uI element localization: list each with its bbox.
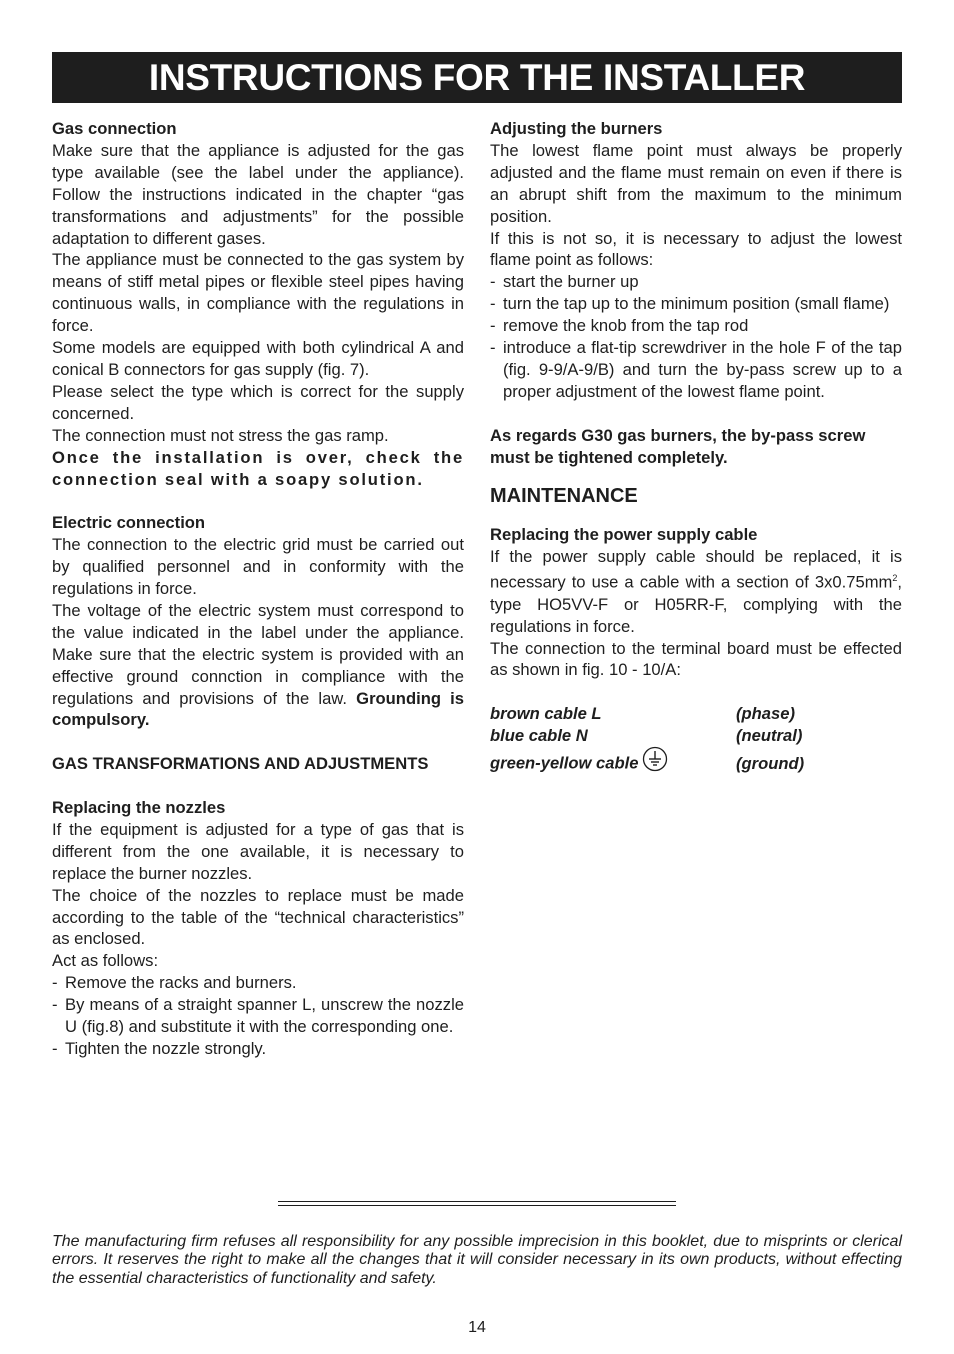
g30-note: As regards G30 gas burners, the by-pass screw must be tightened completely. <box>490 425 866 467</box>
cable-role: (phase) <box>736 704 796 724</box>
page-number: 14 <box>468 1319 486 1336</box>
ground-symbol-icon <box>642 746 668 778</box>
replacing-cable-p2: The connection to the terminal board must be effected as shown in fig. 10 - 10/A: <box>490 638 902 680</box>
cable-name: green-yellow cable <box>490 753 639 773</box>
replacing-cable-heading: Replacing the power supply cable <box>490 525 758 545</box>
gas-connection-warning: Once the installation is over, check the connection seal with a soapy solution. <box>52 447 464 489</box>
electric-connection-p2 <box>52 600 464 731</box>
table-row <box>490 703 804 725</box>
gas-connection-p3: Some models are equipped with both cylindrical A and conical B connectors for gas supply (fig. 7). <box>52 338 464 379</box>
replacing-nozzles-p2: The choice of the nozzles to replace must be made according to the table of the “technical characteristics” as enclosed. <box>52 885 464 949</box>
replacing-nozzles-heading: Replacing the nozzles <box>52 798 226 818</box>
nozzle-steps-list <box>52 972 464 1060</box>
gas-connection-heading: Gas connection <box>52 119 177 138</box>
cable-role: (neutral) <box>736 726 803 746</box>
list-item: - remove the knob from the tap rod <box>490 315 902 337</box>
list-item: - Remove the racks and burners. <box>52 972 464 994</box>
list-item: - turn the tap up to the minimum position (small flame) <box>490 293 902 315</box>
cable-name-cell <box>490 747 736 781</box>
table-row <box>490 747 804 781</box>
list-item: - By means of a straight spanner L, unscrew the nozzle U (fig.8) and substitute it with the corresponding one. <box>52 994 464 1038</box>
adjusting-burners-p1: The lowest flame point must always be properly adjusted and the flame must remain on even if there is an abrupt shift from the maximum to the minimum position. <box>490 140 902 226</box>
maintenance-title: MAINTENANCE <box>490 485 638 508</box>
list-item: - introduce a flat-tip screwdriver in the hole F of the tap (fig. 9-9/A-9/B) and turn the by-pass screw up to a proper adjustment of the lowest flame point. <box>490 337 902 403</box>
list-item: - start the burner up <box>490 271 902 293</box>
replacing-cable-p1a: If the power supply cable should be replaced, it is necessary to use a cable with a section of 3x0.75mm <box>490 547 902 592</box>
gas-connection-p4: Please select the type which is correct for the supply concerned. <box>52 381 464 423</box>
right-column <box>490 118 902 781</box>
burner-steps-list <box>490 271 902 402</box>
replacing-nozzles-p1: If the equipment is adjusted for a type of gas that is different from the one available, it is necessary to replace the burner nozzles. <box>52 819 464 883</box>
gas-connection-p5: The connection must not stress the gas ramp. <box>52 425 389 445</box>
gas-connection-p1: Make sure that the appliance is adjusted for the gas type available (see the label under the appliance). Follow the instructions indicated in the chapter “gas transformations and adjustments” for the possible adaptation to different gases. <box>52 140 464 248</box>
cable-role: (ground) <box>736 754 805 774</box>
adjusting-burners-heading: Adjusting the burners <box>490 119 663 138</box>
table-row <box>490 725 804 747</box>
electric-connection-heading: Electric connection <box>52 513 206 533</box>
replacing-cable-p1b: , type HO5VV-F or H05RR-F, complying with the regulations in force. <box>490 572 902 636</box>
electric-connection-p1: The connection to the electric grid must be carried out by qualified personnel and in conformity with the regulations in force. <box>52 535 464 599</box>
left-column <box>52 118 464 1060</box>
disclaimer-text: The manufacturing firm refuses all responsibility for any possible imprecision in this booklet, due to misprints or clerical errors. It reserves the right to make all the changes that it will consider necessary in its own products, without effecting the essential characteristics of functionality and safety. <box>52 1233 902 1287</box>
footer-divider <box>278 1201 676 1206</box>
electric-connection-p2-text: The voltage of the electric system must correspond to the value indicated in the label under the appliance. Make sure that the electric system is provided with an effective ground connction in compliance with the regulations and provisions of the law. <box>52 600 464 708</box>
superscript-2: 2 <box>892 573 898 584</box>
grounding-compulsory-text: Grounding is compulsory. <box>52 688 464 730</box>
adjusting-burners-p2: If this is not so, it is necessary to adjust the lowest flame point as follows: <box>490 228 902 270</box>
gas-transformations-heading: GAS TRANSFORMATIONS AND ADJUSTMENTS <box>52 754 429 774</box>
cable-name: brown cable L <box>490 704 602 724</box>
page-title-banner: INSTRUCTIONS FOR THE INSTALLER <box>52 52 902 103</box>
list-item: - Tighten the nozzle strongly. <box>52 1038 464 1060</box>
replacing-cable-p1 <box>490 546 902 637</box>
replacing-nozzles-p3: Act as follows: <box>52 951 159 971</box>
gas-connection-p2: The appliance must be connected to the gas system by means of stiff metal pipes or flexible steel pipes having continuous walls, in compliance with the regulations in force. <box>52 250 464 336</box>
cable-table <box>490 703 804 781</box>
cable-name: blue cable N <box>490 726 588 746</box>
